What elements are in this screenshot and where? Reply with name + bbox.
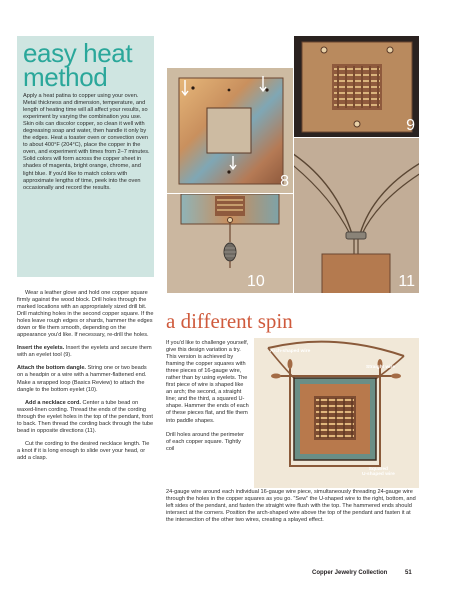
- copper-frame-illustration: [167, 68, 293, 193]
- photo-necklace-cord: [294, 138, 419, 293]
- wire-pendant-illustration: [254, 338, 419, 488]
- spin-continued-text: 24-gauge wire around each individual 16-gauge wire piece, simultaneously threading 24-gauge wire through the holes in the copper squares as you go. “Sew” the U-shaped wire to the right, bottom, and left sides of the pendant, and fasten the straight wire flush with the top. The hammered ends should intersect at the corners. Position the arch-shaped wire above the top of the pendant and fasten it at the intersection of the other two wires, creating a splayed effect.: [166, 489, 416, 524]
- paragraph-insert-eyelets: [17, 345, 154, 359]
- photo-bottom-dangle: [167, 194, 293, 293]
- spin-section-title: a different spin: [166, 309, 293, 333]
- label-squared-u-wire: [362, 467, 395, 478]
- step-number-9: 9: [406, 117, 415, 134]
- easy-heat-sidebar: [17, 36, 154, 277]
- label-arch-wire: Arch-shaped wire: [270, 349, 311, 354]
- spin-intro-column: [166, 340, 249, 459]
- step-heading-bottom-dangle: Attach the bottom dangle.: [17, 365, 86, 372]
- dangle-illustration: [167, 194, 293, 293]
- step-heading-necklace-cord: Add a necklace cord.: [25, 399, 81, 406]
- sidebar-title-line1: easy heat: [23, 38, 133, 68]
- cord-illustration: [294, 138, 419, 293]
- step-number-10: 10: [247, 273, 265, 290]
- spin-drill-paragraph: Drill holes around the perimeter of each copper square. Tightly coil: [166, 431, 245, 452]
- paragraph-cut-cording: Cut the cording to the desired necklace length. Tie a knot if it is long enough to slide over your head, or add a clasp.: [17, 440, 150, 461]
- page-number: 51: [405, 570, 412, 576]
- photo-eyelets-inserted: [294, 36, 419, 137]
- step-number-11: 11: [398, 273, 415, 290]
- photo-copper-frame-holes: [167, 68, 293, 193]
- spin-intro-paragraph: If you'd like to challenge yourself, give this design variation a try. This version is achieved by framing the copper squares with three pieces of 16-gauge wire, rather than by using eyelets. The first piece of wire is shaped like an arch; the second, a straight line; and the third, a squared U-shape. Hammer the ends of each of these pieces flat, and file them into paddle shapes.: [166, 340, 249, 424]
- label-squared-line1: Squared: [368, 467, 388, 472]
- instructions-column: [17, 290, 154, 468]
- wire-frame-diagram: [254, 338, 419, 488]
- step-text-insert-eyelets: Insert the eyelets and secure them with an eyelet tool (9).: [17, 345, 152, 359]
- step-text-necklace-cord: Center a tube bead on waxed-linen cording. Thread the ends of the cording through the eyelet holes in the top of the pendant, front to back. Then thread the cording back through the tube bead in opposite directions (11).: [17, 399, 154, 434]
- step-number-8: 8: [280, 173, 289, 190]
- paragraph-necklace-cord: [17, 400, 154, 435]
- footer-book-title: Copper Jewelry Collection: [312, 570, 388, 576]
- sidebar-title-line2: method: [23, 62, 108, 92]
- paragraph-bottom-dangle: [17, 365, 154, 393]
- label-squared-line2: U-shaped wire: [362, 472, 395, 478]
- step-text-bottom-dangle: String one or two beads on a headpin or a wire with a hammer-flattened end. Make a wrapped loop (Basics Review) to attach the dangle to the bottom eyelet (10).: [17, 365, 147, 393]
- step-heading-insert-eyelets: Insert the eyelets.: [17, 345, 65, 352]
- label-straight-wire: Straight wire: [366, 365, 396, 370]
- sidebar-title: [23, 38, 151, 92]
- paragraph-drill-holes: Wear a leather glove and hold one copper square firmly against the wood block. Drill holes through the marked locations with an appropriately sized drill bit. Drill matching holes in the second copper square. If the holes leave rough edges or shards, hammer the edges down or file them smooth, depending on the appearance you'd like. If necessary, re-drill the holes.: [17, 290, 154, 339]
- sidebar-body: Apply a heat patina to copper using your oven. Metal thickness and dimension, temperature, and length of heating time will all affect your results, so experiment by varying the combination you use. Skin oils can discolor copper, so clean it well with degreasing soap and water, then handle it only by the edges. Heat a toaster oven or convection oven to about 400°F (204°C), place the copper in the oven, and experiment with times from 2–7 minutes. Solid colors will form across the copper sheet in shades of magenta, bright orange, chrome, and light blue. If you'd like to match colors with approximate lengths of time, peek into the oven occasionally and record the results.: [23, 93, 150, 191]
- eyelet-pendant-illustration: [294, 36, 419, 137]
